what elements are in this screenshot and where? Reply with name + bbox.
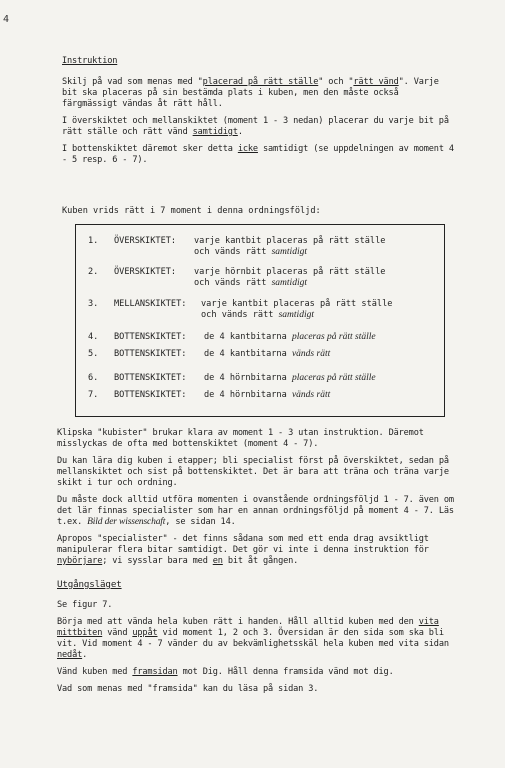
step-number: 4. [88, 332, 99, 342]
text-run: och vänds rätt [194, 247, 272, 257]
underlined-text: placerad på rätt ställe [202, 77, 319, 87]
step-text [204, 390, 444, 401]
underlined-text: nedåt [57, 650, 83, 660]
italic-text: Bild der wissenschaft [87, 517, 166, 527]
instruction-section [62, 56, 457, 172]
step-number: 1. [88, 236, 99, 246]
text-run: varje hörnbit placeras på rätt ställe [194, 267, 386, 277]
text-run: . [237, 127, 243, 137]
text-run: Apropos "specialister" - det finns sådana som med ett enda drag avsiktligt manipulerar flera bitar samtidigt. Det gör vi inte i denna instruktion för [57, 534, 429, 555]
text-run: ". Varje bit ska placeras på sin bestämda plats i kuben, men den måste också färgmässigt vändas åt rätt håll. [62, 77, 439, 109]
italic-text: samtidigt [271, 247, 307, 257]
step-number: 7. [88, 390, 99, 400]
underlined-text: samtidigt [192, 127, 238, 137]
step-label: BOTTENSKIKTET: [114, 373, 187, 383]
text-run: de 4 hörnbitarna [204, 390, 292, 400]
underlined-text: framsidan [132, 667, 178, 677]
step-label: ÖVERSKIKTET: [114, 236, 177, 246]
text-run: vänd [102, 628, 133, 638]
underlined-text: en [212, 556, 223, 566]
paragraph-placement [62, 77, 457, 110]
underlined-text: icke [237, 144, 258, 154]
steps-box [75, 224, 445, 417]
step-text [194, 267, 434, 289]
step-text [194, 236, 434, 258]
text-run: varje kantbit placeras på rätt ställe [201, 299, 393, 309]
text-run: och vänds rätt [194, 278, 272, 288]
text-run: varje kantbit placeras på rätt ställe [194, 236, 386, 246]
paragraph-specialists [57, 534, 457, 567]
text-run: I bottenskiktet däremot sker detta [62, 144, 238, 154]
step-text [204, 373, 444, 384]
text-run: ; vi sysslar bara med [102, 556, 213, 566]
text-run: Du måste dock alltid utföra momenten i ovanstående ordningsföljd 1 - 7. även om det lär finnas specialister som har en annan ordningsföljd på moment 4 - 7. Läs t.ex. [57, 495, 454, 527]
text-run: " och " [318, 77, 354, 87]
step-number: 6. [88, 373, 99, 383]
steps-lead-text: Kuben vrids rätt i 7 moment i denna ordningsföljd: [62, 206, 321, 216]
instruction-heading: Instruktion [62, 56, 118, 66]
text-run: . [82, 650, 88, 660]
paragraph-clever-cubists: Klipska "kubister" brukar klara av moment 1 - 3 utan instruktion. Däremot misslyckas de ofta med bottenskiktet (moment 4 - 7). [57, 428, 424, 449]
paragraph-see-figure: Se figur 7. [57, 600, 113, 610]
text-run: vid moment 1, 2 och 3. Översidan är den sida som ska bli vit. Vid moment 4 - 7 vänder du av bekvämlighetsskäl hela kuben med vita sidan [57, 628, 449, 649]
step-number: 5. [88, 349, 99, 359]
step-number: 2. [88, 267, 99, 277]
after-steps-section [57, 428, 457, 701]
text-run: , se sidan 14. [165, 517, 236, 527]
italic-text: samtidigt [278, 310, 314, 320]
text-run: och vänds rätt [201, 310, 279, 320]
text-run: Vänd kuben med [57, 667, 133, 677]
paragraph-front-meaning: Vad som menas med "framsida" kan du läsa på sidan 3. [57, 684, 319, 694]
page-number: 4 [3, 14, 10, 25]
italic-text: samtidigt [271, 278, 307, 288]
text-run: samtidigt (se uppdelningen av moment 4 - 5 resp. 6 - 7). [62, 144, 454, 165]
italic-text: vänds rätt [291, 390, 331, 400]
paragraph-hold-cube [57, 617, 457, 661]
text-run: de 4 hörnbitarna [204, 373, 292, 383]
starting-position-heading: Utgångsläget [57, 579, 122, 590]
paragraph-bottom [62, 144, 457, 166]
underlined-text: nybörjare [57, 556, 103, 566]
text-run: mot Dig. Håll denna framsida vänd mot dig. [177, 667, 394, 677]
paragraph-order [57, 495, 457, 528]
text-run: bit åt gången. [222, 556, 299, 566]
step-text [201, 299, 441, 321]
step-label: BOTTENSKIKTET: [114, 390, 187, 400]
italic-text: placeras på rätt ställe [291, 332, 376, 342]
paragraph-front-side [57, 667, 457, 678]
text-run: I överskiktet och mellanskiktet (moment 1 - 3 nedan) placerar du varje bit på rätt ställe och rätt vänd [62, 116, 449, 137]
step-number: 3. [88, 299, 99, 309]
paragraph-stages: Du kan lära dig kuben i etapper; bli specialist först på överskiktet, sedan på mellanskiktet och sist på bottenskiktet. Det är bara att träna och träna varje skikt i tur och ordning. [57, 456, 449, 488]
step-label: BOTTENSKIKTET: [114, 349, 187, 359]
text-run: de 4 kantbitarna [204, 332, 292, 342]
text-run: Börja med att vända hela kuben rätt i handen. Håll alltid kuben med den [57, 617, 419, 627]
underlined-text: uppåt [132, 628, 158, 638]
italic-text: placeras på rätt ställe [291, 373, 376, 383]
step-label: MELLANSKIKTET: [114, 299, 187, 309]
text-run: de 4 kantbitarna [204, 349, 292, 359]
step-label: ÖVERSKIKTET: [114, 267, 177, 277]
underlined-text: vita mittbiten [57, 617, 439, 638]
step-label: BOTTENSKIKTET: [114, 332, 187, 342]
step-text [204, 349, 444, 360]
italic-text: vänds rätt [291, 349, 331, 359]
paragraph-top-middle [62, 116, 457, 138]
step-text [204, 332, 444, 343]
underlined-text: rätt vänd [353, 77, 399, 87]
text-run: Skilj på vad som menas med " [62, 77, 203, 87]
